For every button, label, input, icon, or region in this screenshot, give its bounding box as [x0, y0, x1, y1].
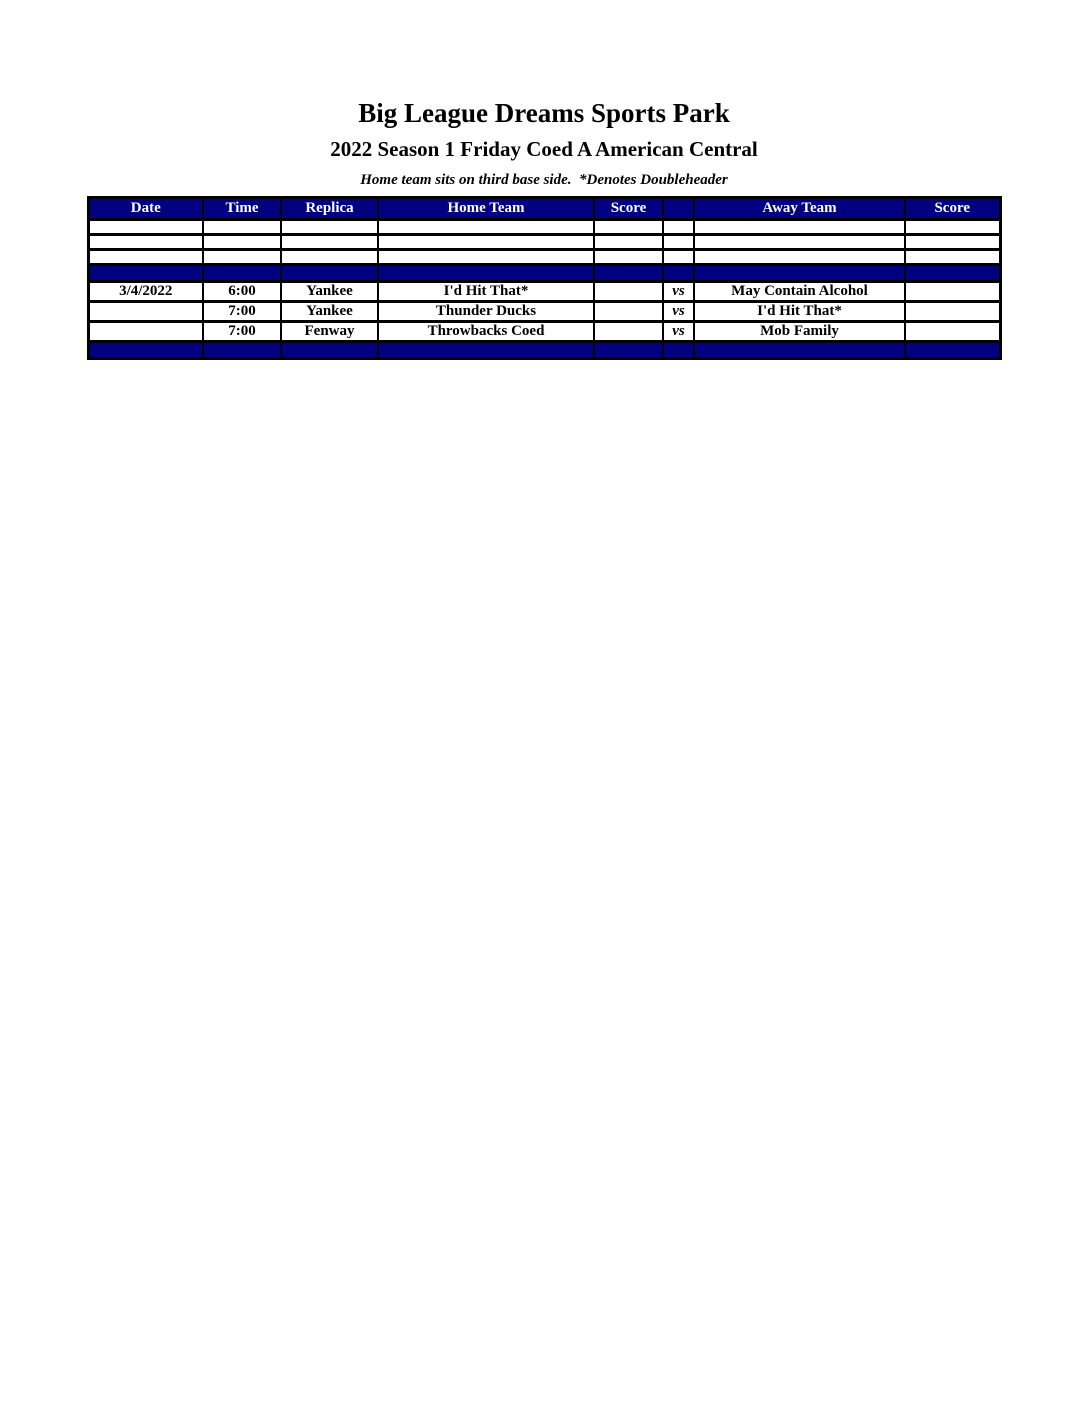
cell-home-team [378, 250, 594, 265]
cell-home-score [594, 302, 663, 322]
cell-away-team [694, 342, 905, 359]
cell-away-score [905, 220, 1000, 235]
cell-vs [663, 265, 694, 282]
cell-replica [281, 250, 378, 265]
cell-away-score [905, 282, 1000, 302]
cell-date [88, 235, 203, 250]
separator-row [88, 265, 1000, 282]
cell-replica [281, 220, 378, 235]
cell-away-score [905, 235, 1000, 250]
cell-date [88, 322, 203, 342]
cell-away-score [905, 342, 1000, 359]
cell-home-score [594, 220, 663, 235]
cell-away-score [905, 265, 1000, 282]
cell-home-team [378, 235, 594, 250]
separator-row [88, 342, 1000, 359]
cell-home-team [378, 265, 594, 282]
cell-replica: Yankee [281, 302, 378, 322]
empty-row [88, 220, 1000, 235]
cell-away-team [694, 220, 905, 235]
table-row [88, 282, 1000, 302]
cell-home-score [594, 250, 663, 265]
cell-home-team [378, 220, 594, 235]
column-header-time: Time [203, 198, 281, 220]
table-row [88, 302, 1000, 322]
cell-vs [663, 220, 694, 235]
cell-home-score [594, 282, 663, 302]
cell-vs [663, 342, 694, 359]
cell-time: 7:00 [203, 302, 281, 322]
cell-home-team: Thunder Ducks [378, 302, 594, 322]
cell-home-team: Throwbacks Coed [378, 322, 594, 342]
cell-vs [663, 235, 694, 250]
cell-time [203, 265, 281, 282]
cell-replica [281, 342, 378, 359]
cell-time [203, 235, 281, 250]
cell-vs: vs [663, 282, 694, 302]
empty-row [88, 250, 1000, 265]
cell-away-score [905, 322, 1000, 342]
table-header-row [88, 198, 1000, 220]
cell-home-score [594, 265, 663, 282]
page-subtitle: 2022 Season 1 Friday Coed A American Central [330, 136, 758, 161]
cell-home-team: I'd Hit That* [378, 282, 594, 302]
cell-time [203, 342, 281, 359]
cell-replica [281, 235, 378, 250]
cell-time: 6:00 [203, 282, 281, 302]
cell-vs [663, 250, 694, 265]
schedule-note: Home team sits on third base side. *Denotes Doubleheader [360, 171, 728, 188]
cell-away-score [905, 302, 1000, 322]
cell-home-score [594, 342, 663, 359]
column-header-home-team: Home Team [378, 198, 594, 220]
schedule-table [87, 196, 1002, 360]
cell-date [88, 342, 203, 359]
column-header-away-team: Away Team [694, 198, 905, 220]
cell-date [88, 265, 203, 282]
cell-away-team: Mob Family [694, 322, 905, 342]
cell-date [88, 302, 203, 322]
cell-away-team [694, 250, 905, 265]
column-header-home-score: Score [594, 198, 663, 220]
cell-home-score [594, 235, 663, 250]
table-row [88, 322, 1000, 342]
cell-replica: Fenway [281, 322, 378, 342]
cell-away-team: May Contain Alcohol [694, 282, 905, 302]
cell-replica [281, 265, 378, 282]
schedule-table-body [88, 220, 1000, 359]
cell-date [88, 220, 203, 235]
cell-away-team [694, 265, 905, 282]
cell-vs: vs [663, 302, 694, 322]
cell-time: 7:00 [203, 322, 281, 342]
column-header-replica: Replica [281, 198, 378, 220]
cell-vs: vs [663, 322, 694, 342]
cell-away-score [905, 250, 1000, 265]
cell-date: 3/4/2022 [88, 282, 203, 302]
cell-home-score [594, 322, 663, 342]
page-title: Big League Dreams Sports Park [358, 98, 730, 128]
cell-time [203, 220, 281, 235]
cell-away-team [694, 235, 905, 250]
column-header-vs [663, 198, 694, 220]
column-header-date: Date [88, 198, 203, 220]
empty-row [88, 235, 1000, 250]
cell-away-team: I'd Hit That* [694, 302, 905, 322]
cell-replica: Yankee [281, 282, 378, 302]
cell-date [88, 250, 203, 265]
cell-home-team [378, 342, 594, 359]
column-header-away-score: Score [905, 198, 1000, 220]
cell-time [203, 250, 281, 265]
